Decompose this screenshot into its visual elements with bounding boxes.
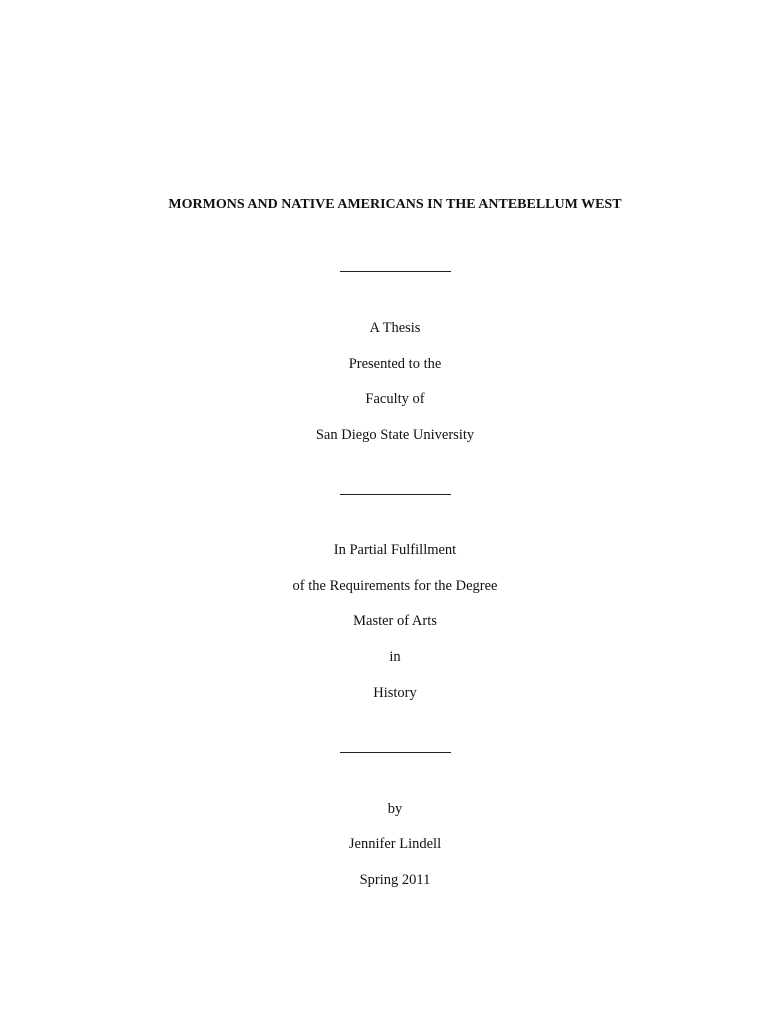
field-of-study: History <box>373 685 417 701</box>
submission-date: Spring 2011 <box>359 872 431 888</box>
university-name: San Diego State University <box>315 427 475 443</box>
by-line: by <box>387 801 403 817</box>
separator-rule <box>340 271 451 272</box>
presented-to-line: Presented to the <box>348 356 442 372</box>
in-line: in <box>389 649 401 665</box>
requirements-line: of the Requirements for the Degree <box>292 578 498 594</box>
faculty-line: Faculty of <box>365 391 425 407</box>
author-name: Jennifer Lindell <box>348 836 442 852</box>
degree-name: Master of Arts <box>353 613 437 629</box>
separator-rule <box>340 752 451 753</box>
separator-rule <box>340 494 451 495</box>
thesis-designation: A Thesis <box>369 320 421 336</box>
thesis-title: MORMONS AND NATIVE AMERICANS IN THE ANTEBELLUM WEST <box>168 197 622 212</box>
fulfillment-line: In Partial Fulfillment <box>333 542 457 558</box>
